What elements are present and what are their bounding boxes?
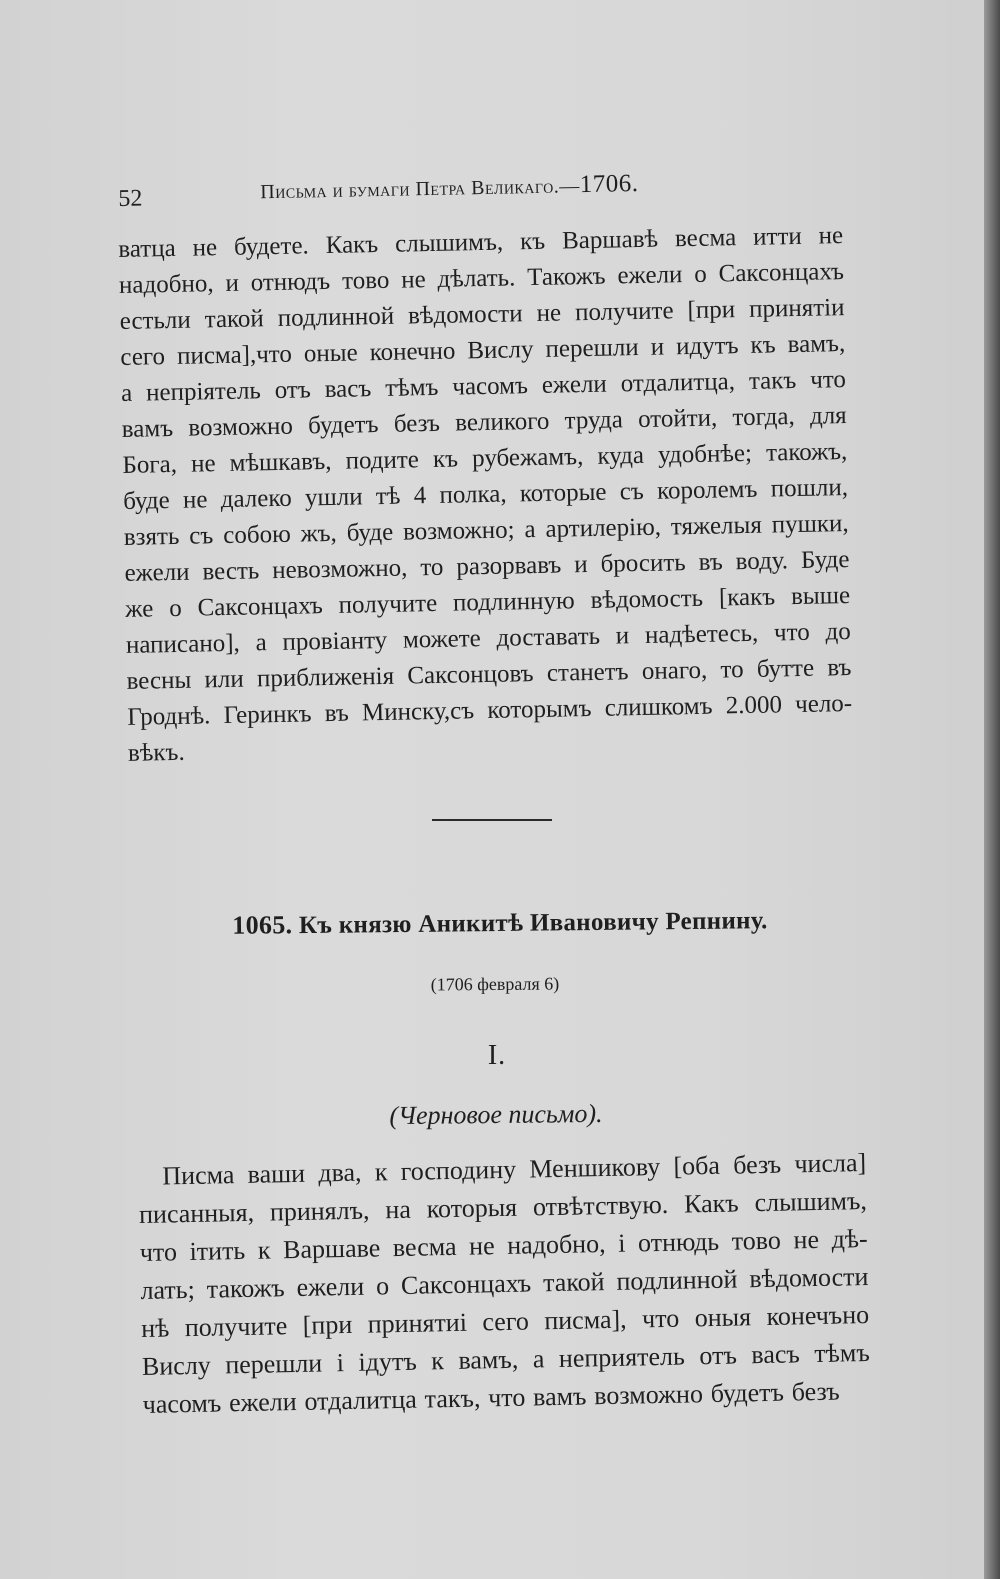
running-title-text: Письма и бумаги Петра Великаго.— <box>260 175 580 204</box>
text-line: ватца не будете. Какъ слышимъ, къ Варшавѣ весма итти не <box>118 222 844 263</box>
running-title-year: 1706. <box>579 170 639 199</box>
continued-paragraph <box>118 218 853 772</box>
letter-addressee: Къ князю Аникитѣ Ивановичу Репнину. <box>298 907 768 940</box>
letter-number: 1065. <box>232 910 293 940</box>
text-line: весны или приближенія Саксонцовъ станетъ онаго, то бутте въ <box>126 654 852 695</box>
text-line: написано], а провіанту можете доставать и надѣетесь, что до <box>125 618 851 659</box>
text-line: часомъ ежели отдалитца такъ, что вамъ возможно будетъ безъ <box>142 1376 840 1419</box>
page-number: 52 <box>118 185 143 212</box>
text-line: сего писма],что оные конечно Вислу перешли и идутъ къ вамъ, <box>120 330 846 371</box>
text-line: вамъ возможно будетъ безъ великого труда отойти, тогда, для <box>121 402 847 443</box>
text-line: надобно, и отнюдъ тово не дѣлать. Такожъ ежели о Саксонцахъ <box>118 258 845 299</box>
text-line: писанныя, принялъ, на которыя отвѣтствую. Какъ слышимъ, <box>138 1186 868 1229</box>
text-line: Писма ваши два, к господину Меншикову [оба безъ числа] <box>162 1148 867 1191</box>
letter-body <box>138 1144 871 1424</box>
text-line: Вислу перешли і ідутъ к вамъ, а неприятель отъ васъ тѣмъ <box>141 1337 871 1381</box>
text-line: ежели весть невозможно, то разорвавъ и бросить въ воду. Буде <box>124 546 850 587</box>
text-line: вѣкъ. <box>127 738 185 767</box>
draft-label: (Черновое письмо). <box>389 1098 603 1131</box>
text-line: естьли такой подлинной вѣдомости не получите [при принятіи <box>119 294 845 335</box>
book-spine-edge <box>984 0 1000 1579</box>
text-line: же о Саксонцахъ получите подлинную вѣдомость [какъ выше <box>124 582 851 623</box>
text-line: что ітить к Варшаве весма не надобно, і отнюдь тово не дѣ- <box>139 1224 868 1267</box>
section-divider <box>432 819 552 821</box>
text-line: нѣ получите [при принятиі сего писма], что оныя конечъно <box>140 1299 870 1343</box>
text-line: а непріятель отъ васъ тѣмъ часомъ ежели отдалитца, такъ что <box>120 366 847 407</box>
part-numeral: I. <box>487 1040 507 1071</box>
letter-date: (1706 февраля 6) <box>430 973 560 995</box>
text-line: буде не далеко ушли тѣ 4 полка, которые съ королемъ пошли, <box>122 474 849 515</box>
text-line: взять съ собою жъ, буде возможно; а артилерію, тяжелыя пушки, <box>123 510 849 551</box>
text-line: лать; такожъ ежели о Саксонцахъ такой подлинной вѣдомости <box>140 1262 869 1305</box>
running-title <box>260 170 639 205</box>
text-line: Гроднѣ. Геринкъ въ Минску,съ которымъ слишкомъ 2.000 чело- <box>127 689 853 731</box>
text-line: Бога, не мѣшкавъ, подите къ рубежамъ, куда удобнѣе; такожъ, <box>122 438 848 479</box>
